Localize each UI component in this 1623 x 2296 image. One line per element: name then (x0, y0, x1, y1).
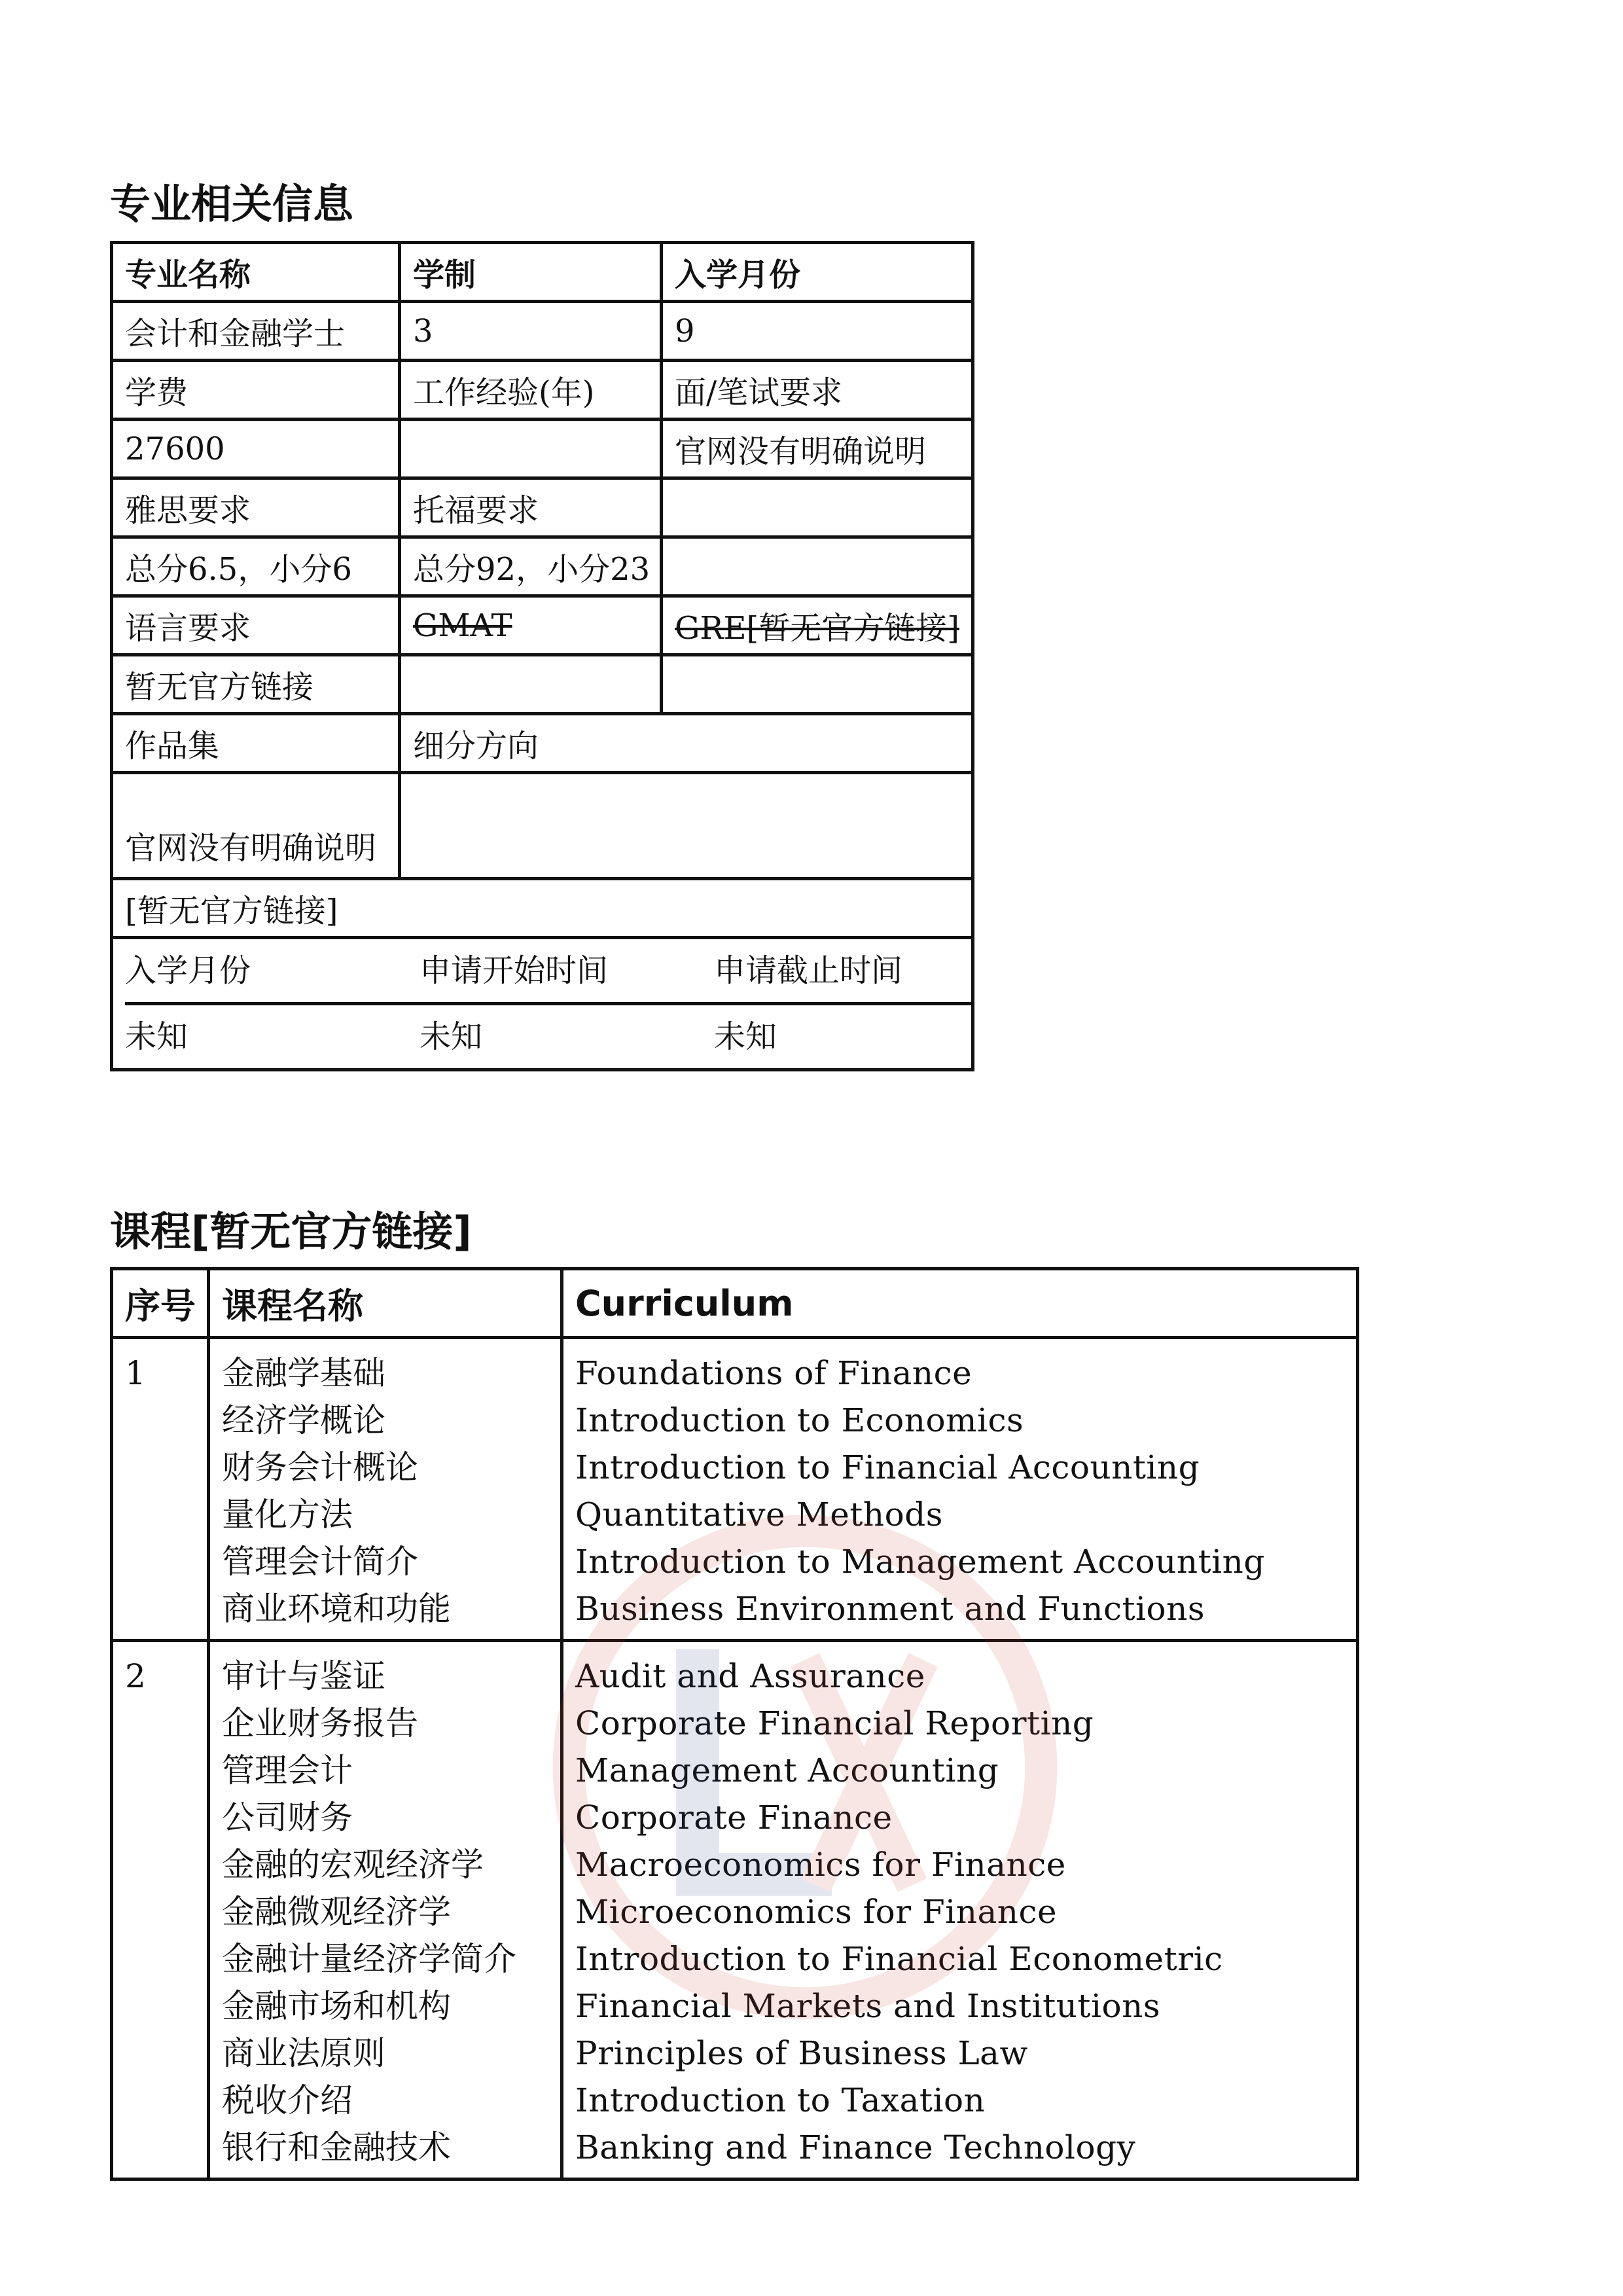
header-number: 序号 (112, 1269, 209, 1338)
header-program-name: 专业名称 (112, 243, 400, 302)
course-cn: 税收介绍 (222, 2081, 353, 2119)
section-title-curriculum: 课程[暂无官方链接] (110, 1208, 472, 1255)
course-en: Introduction to Management Accounting (575, 1543, 1265, 1581)
empty-cell (662, 478, 973, 537)
course-cn: 企业财务报告 (222, 1704, 418, 1742)
header-intake-month: 入学月份 (662, 243, 973, 302)
duration-value: 3 (400, 302, 662, 361)
course-cn: 金融计量经济学简介 (222, 1940, 516, 1978)
course-en: Banking and Finance Technology (575, 2128, 1136, 2166)
course-cn: 银行和金融技术 (222, 2128, 451, 2166)
course-cn: 金融微观经济学 (222, 1893, 451, 1931)
table-row (112, 302, 973, 361)
dates-value-intake: 未知 (125, 1018, 188, 1055)
table-row (112, 596, 973, 655)
specialization-label: 细分方向 (400, 714, 973, 773)
course-cn: 商业法原则 (222, 2034, 385, 2072)
table-row (112, 361, 973, 420)
course-en: Foundations of Finance (575, 1354, 972, 1392)
table-row (112, 655, 973, 714)
portfolio-label: 作品集 (112, 714, 400, 773)
work-experience-label: 工作经验(年) (400, 361, 662, 420)
course-cn: 商业环境和功能 (222, 1590, 451, 1628)
portfolio-value: 官网没有明确说明 (112, 773, 400, 879)
empty-cell (662, 537, 973, 596)
table-row (112, 420, 973, 478)
course-names-en (562, 1338, 1358, 1641)
table-row (112, 879, 973, 938)
course-en: Macroeconomics for Finance (575, 1846, 1066, 1884)
course-cn: 审计与鉴证 (222, 1657, 385, 1695)
section-title-program-info: 专业相关信息 (110, 180, 354, 228)
table-row (112, 938, 973, 1070)
language-link-note: 暂无官方链接 (112, 655, 400, 714)
course-cn: 金融市场和机构 (222, 1987, 451, 2025)
curriculum-table (110, 1267, 1359, 2181)
interview-requirement-value: 官网没有明确说明 (662, 420, 973, 478)
gmat-value (400, 655, 662, 714)
toefl-label: 托福要求 (400, 478, 662, 537)
program-name-value: 会计和金融学士 (112, 302, 400, 361)
table-row (112, 537, 973, 596)
course-en: Audit and Assurance (575, 1657, 925, 1695)
course-en: Introduction to Financial Accounting (575, 1448, 1200, 1486)
work-experience-value (400, 420, 662, 478)
course-en: Microeconomics for Finance (575, 1893, 1058, 1931)
course-en: Business Environment and Functions (575, 1590, 1205, 1628)
dates-header-open: 申请开始时间 (419, 939, 714, 1005)
course-en: Introduction to Taxation (575, 2081, 986, 2119)
tuition-value: 27600 (112, 420, 400, 478)
course-en: Management Accounting (575, 1751, 999, 1789)
intake-month-value: 9 (662, 302, 973, 361)
dates-header-deadline: 申请截止时间 (714, 939, 973, 1005)
course-en: Introduction to Economics (575, 1401, 1024, 1439)
dates-value-deadline: 未知 (714, 1018, 777, 1055)
dates-header-intake: 入学月份 (125, 939, 419, 1005)
program-info-table (110, 241, 974, 1071)
course-en: Corporate Financial Reporting (575, 1704, 1094, 1742)
course-cn: 管理会计简介 (222, 1543, 418, 1581)
course-names-cn (209, 1338, 562, 1641)
table-row (112, 773, 973, 879)
specialization-value (400, 773, 973, 879)
course-cn: 财务会计概论 (222, 1448, 418, 1486)
interview-requirement-label: 面/笔试要求 (662, 361, 973, 420)
course-names-en (562, 1641, 1358, 2179)
ielts-value: 总分6.5，小分6 (112, 537, 400, 596)
course-en: Introduction to Financial Econometric (575, 1940, 1223, 1978)
table-row (112, 714, 973, 773)
table-row (112, 1641, 1358, 2179)
course-cn: 金融学基础 (222, 1354, 385, 1392)
year-number: 1 (112, 1338, 209, 1641)
table-row (112, 1338, 1358, 1641)
header-duration: 学制 (400, 243, 662, 302)
gmat-label: GMAT (400, 596, 662, 655)
gre-label: GRE[暂无官方链接] (662, 596, 973, 655)
table-row (112, 243, 973, 302)
course-en: Principles of Business Law (575, 2034, 1028, 2072)
course-cn: 公司财务 (222, 1799, 353, 1837)
year-number: 2 (112, 1641, 209, 2179)
course-cn: 经济学概论 (222, 1401, 385, 1439)
course-en: Financial Markets and Institutions (575, 1987, 1160, 2025)
course-cn: 金融的宏观经济学 (222, 1846, 484, 1884)
header-curriculum: Curriculum (562, 1269, 1358, 1338)
course-cn: 管理会计 (222, 1751, 353, 1789)
gre-value (662, 655, 973, 714)
course-en: Quantitative Methods (575, 1496, 943, 1534)
ielts-label: 雅思要求 (112, 478, 400, 537)
table-row (112, 1269, 1358, 1338)
course-en: Corporate Finance (575, 1799, 893, 1837)
official-link-note: [暂无官方链接] (112, 879, 973, 938)
table-row (112, 478, 973, 537)
dates-value-open: 未知 (419, 1018, 483, 1055)
tuition-label: 学费 (112, 361, 400, 420)
toefl-value: 总分92，小分23 (400, 537, 662, 596)
course-cn: 量化方法 (222, 1496, 353, 1534)
course-names-cn (209, 1641, 562, 2179)
language-requirement-label: 语言要求 (112, 596, 400, 655)
application-dates (112, 938, 973, 1070)
header-course-name: 课程名称 (209, 1269, 562, 1338)
